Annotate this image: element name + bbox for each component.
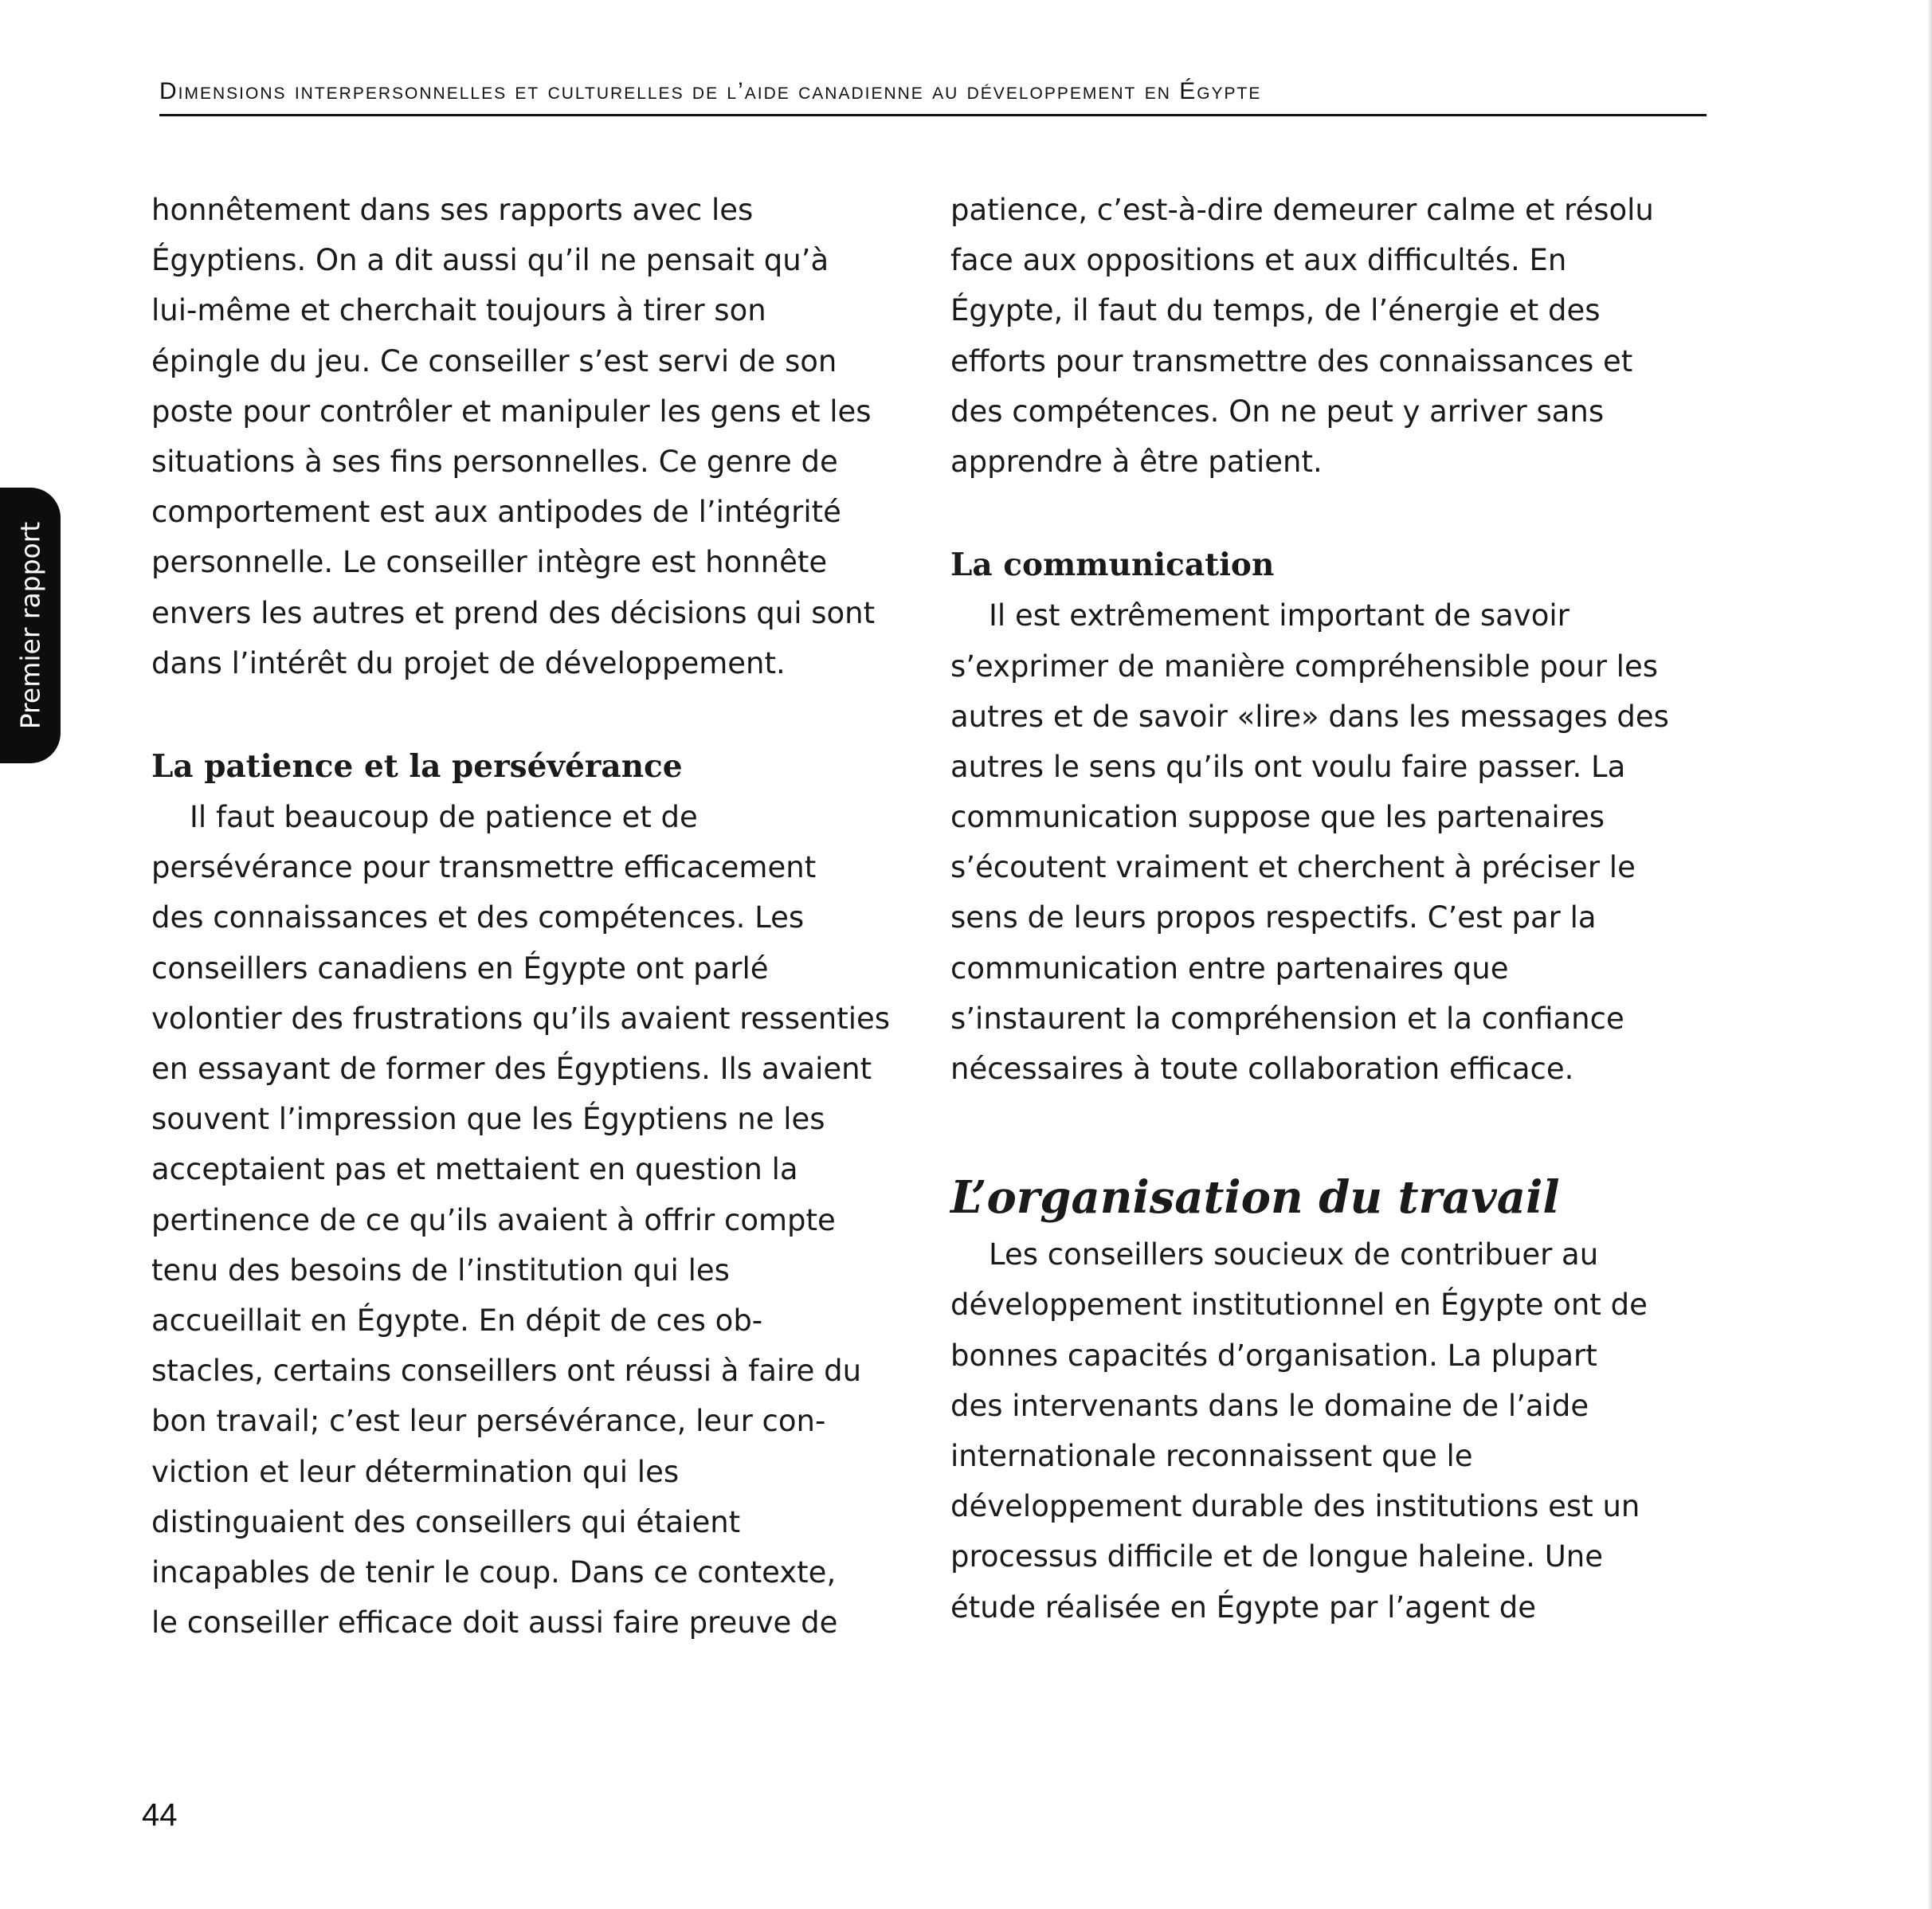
chapter-side-tab xyxy=(0,488,61,763)
text-line: accueillait en Égypte. En dépit de ces ob- xyxy=(151,1303,763,1338)
text-line: s’instaurent la compréhension et la confiance xyxy=(950,1001,1624,1036)
text-line: lui-même et cherchait toujours à tirer son xyxy=(151,293,766,328)
text-line: communication suppose que les partenaires xyxy=(950,800,1605,835)
text-line: s’écoutent vraiment et cherchent à préciser le xyxy=(950,850,1636,885)
text-line: développement durable des institutions est un xyxy=(950,1489,1640,1524)
text-line: le conseiller efficace doit aussi faire preuve de xyxy=(151,1605,838,1640)
text-line: développement institutionnel en Égypte ont de xyxy=(950,1288,1648,1323)
text-line: conseillers canadiens en Égypte ont parlé xyxy=(151,951,769,986)
text-line: honnêtement dans ses rapports avec les xyxy=(151,193,754,227)
text-line: Les conseillers soucieux de contribuer au xyxy=(989,1237,1599,1272)
text-line: Il est extrêmement important de savoir xyxy=(989,598,1570,633)
left-column xyxy=(151,185,916,1648)
text-line: des compétences. On ne peut y arriver sans xyxy=(950,394,1605,429)
paragraph-communication xyxy=(950,590,1715,1094)
text-line: face aux oppositions et aux difficultés. En xyxy=(950,243,1567,278)
text-line: bon travail; c’est leur persévérance, leur con- xyxy=(151,1404,826,1439)
text-line: en essayant de former des Égyptiens. Ils avaient xyxy=(151,1052,872,1086)
text-line: étude réalisée en Égypte par l’agent de xyxy=(950,1590,1537,1625)
paragraph-organisation xyxy=(950,1229,1715,1633)
text-line: dans l’intérêt du projet de développement. xyxy=(151,645,786,680)
text-line: épingle du jeu. Ce conseiller s’est servi de son xyxy=(151,343,837,378)
text-line: incapables de tenir le coup. Dans ce contexte, xyxy=(151,1554,837,1590)
text-line: volontier des frustrations qu’ils avaient ressenties xyxy=(151,1001,891,1036)
text-line: internationale reconnaissent que le xyxy=(950,1438,1473,1473)
chapter-side-tab-label: Premier rapport xyxy=(14,521,46,730)
text-line: Égyptiens. On a dit aussi qu’il ne pensait qu’à xyxy=(151,243,829,278)
paragraph-patience-continued xyxy=(950,185,1715,487)
text-line: viction et leur détermination qui les xyxy=(151,1454,680,1489)
text-line: comportement est aux antipodes de l’intégrité xyxy=(151,495,841,530)
text-line: patience, c’est-à-dire demeurer calme et résolu xyxy=(950,193,1654,227)
text-line: des connaissances et des compétences. Les xyxy=(151,900,805,935)
section-heading-organisation: L’organisation du travail xyxy=(950,1171,1560,1225)
text-line: s’exprimer de manière compréhensible pour les xyxy=(950,649,1658,684)
text-line: souvent l’impression que les Égyptiens ne les xyxy=(151,1102,825,1137)
text-line: situations à ses fins personnelles. Ce genre de xyxy=(151,444,838,479)
running-header: Dimensions interpersonnelles et culturelles de l’aide canadienne au développement en Égypte xyxy=(159,78,1262,104)
text-line: apprendre à être patient. xyxy=(950,444,1323,479)
text-line: sens de leurs propos respectifs. C’est par la xyxy=(950,900,1597,935)
paragraph-integrity-continued xyxy=(151,185,916,688)
text-line: autres le sens qu’ils ont voulu faire passer. La xyxy=(950,749,1626,784)
text-line: efforts pour transmettre des connaissances et xyxy=(950,343,1633,378)
text-line: acceptaient pas et mettaient en question la xyxy=(151,1152,798,1187)
text-line: autres et de savoir «lire» dans les messages des xyxy=(950,699,1669,734)
text-line: stacles, certains conseillers ont réussi à faire du xyxy=(151,1354,862,1389)
scan-edge-shadow xyxy=(1927,0,1932,1909)
subheading-patience: La patience et la persévérance xyxy=(151,747,683,785)
text-line: bonnes capacités d’organisation. La plupart xyxy=(950,1338,1597,1373)
text-line: processus difficile et de longue haleine. Une xyxy=(950,1539,1603,1574)
text-line: persévérance pour transmettre efficacement xyxy=(151,850,817,885)
text-line: personnelle. Le conseiller intègre est honnête xyxy=(151,545,828,580)
right-column xyxy=(950,185,1715,1633)
text-line: Il faut beaucoup de patience et de xyxy=(190,800,698,835)
text-line: nécessaires à toute collaboration efficace. xyxy=(950,1052,1574,1086)
text-line: envers les autres et prend des décisions qui sont xyxy=(151,595,876,630)
text-line: distinguaient des conseillers qui étaient xyxy=(151,1504,741,1539)
text-line: des intervenants dans le domaine de l’aide xyxy=(950,1388,1589,1423)
text-line: pertinence de ce qu’ils avaient à offrir compte xyxy=(151,1202,836,1237)
header-rule xyxy=(159,114,1707,116)
text-line: communication entre partenaires que xyxy=(950,951,1509,986)
text-line: tenu des besoins de l’institution qui les xyxy=(151,1252,730,1288)
page-number: 44 xyxy=(142,1797,178,1833)
subheading-communication: La communication xyxy=(950,547,1275,584)
text-line: Égypte, il faut du temps, de l’énergie et des xyxy=(950,293,1601,328)
text-line: poste pour contrôler et manipuler les gens et les xyxy=(151,394,872,429)
paragraph-patience xyxy=(151,792,916,1648)
